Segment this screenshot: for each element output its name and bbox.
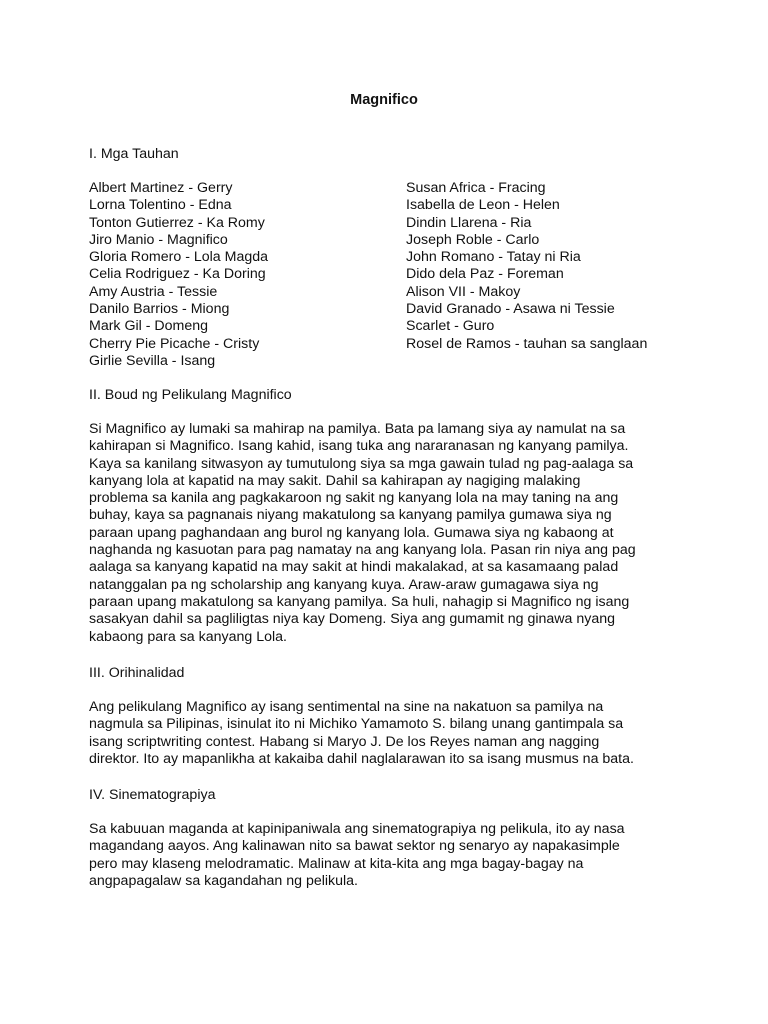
cast-entry: Dido dela Paz - Foreman [406, 266, 564, 283]
paragraph-line: nagmula sa Pilipinas, isinulat ito ni Michiko Yamamoto S. bilang unang gantimpala sa [89, 716, 624, 733]
paragraph-line: angpapagalaw sa kagandahan ng pelikula. [89, 872, 358, 889]
paragraph-line: paraan upang paghandaan ang burol ng kanyang lola. Gumawa siya ng kabaong at [89, 524, 614, 541]
paragraph-line: isang scriptwriting contest. Habang si Maryo J. De los Reyes naman ang nagging [89, 733, 600, 750]
paragraph-line: Si Magnifico ay lumaki sa mahirap na pamilya. Bata pa lamang siya ay namulat na sa [89, 421, 626, 437]
cast-entry: Jiro Manio - Magnifico [89, 231, 228, 248]
section-heading-orihinalidad: III. Orihinalidad [89, 665, 185, 681]
cast-entry: Rosel de Ramos - tauhan sa sanglaan [406, 335, 648, 352]
paragraph-line: magandang aayos. Ang kalinawan nito sa bawat sektor ng senaryo ay napakasimple [89, 838, 620, 855]
paragraph-line: aalaga sa kanyang kapatid na may sakit at hindi makalakad, at sa kasamaang palad [89, 559, 619, 576]
cast-entry: Lorna Tolentino - Edna [89, 197, 232, 214]
paragraph-line: natanggalan pa ng scholarship ang kanyang kuya. Araw-araw gumagawa siya ng [89, 576, 599, 593]
cast-entry: Gloria Romero - Lola Magda [89, 249, 268, 266]
paragraph-orihinalidad [89, 699, 689, 768]
cast-list-right [406, 180, 647, 353]
paragraph-line: Ang pelikulang Magnifico ay isang sentimental na sine na nakatuon sa pamilya na [89, 699, 604, 715]
section-heading-tauhan: I. Mga Tauhan [89, 146, 179, 162]
paragraph-line: kanyang lola at kapatid na may sakit. Dahil sa kahirapan ay nagiging malaking [89, 472, 581, 489]
paragraph-line: naghanda ng kasuotan para pag namatay na ang kanyang lola. Pasan rin niya ang pag [89, 542, 636, 559]
cast-entry: Isabella de Leon - Helen [406, 197, 560, 214]
cast-entry: Celia Rodriguez - Ka Doring [89, 266, 266, 283]
cast-entry: Alison VII - Makoy [406, 283, 521, 300]
paragraph-boud [89, 421, 689, 646]
cast-entry: Susan Africa - Fracing [406, 180, 546, 196]
paragraph-line: Sa kabuuan maganda at kapinipaniwala ang sinematograpiya ng pelikula, ito ay nasa [89, 821, 625, 837]
cast-entry: Girlie Sevilla - Isang [89, 352, 216, 369]
cast-entry: Mark Gil - Domeng [89, 318, 209, 335]
paragraph-line: Kaya sa kanilang sitwasyon ay tumutulong siya sa mga gawain tulad ng pag-aalaga sa [89, 455, 634, 472]
cast-entry: Cherry Pie Picache - Cristy [89, 335, 260, 352]
paragraph-sinematograpiya [89, 821, 689, 890]
section-heading-boud: II. Boud ng Pelikulang Magnifico [89, 387, 292, 403]
paragraph-line: direktor. Ito ay mapanlikha at kakaiba dahil naglalarawan ito sa isang musmus na bata. [89, 750, 634, 767]
cast-entry: Scarlet - Guro [406, 318, 495, 335]
cast-entry: Dindin Llarena - Ria [406, 214, 532, 231]
cast-entry: Danilo Barrios - Miong [89, 301, 230, 318]
cast-entry: Tonton Gutierrez - Ka Romy [89, 214, 265, 231]
paragraph-line: pero may klaseng melodramatic. Malinaw at kita-kita ang mga bagay-bagay na [89, 855, 584, 872]
section-heading-sinematograpiya: IV. Sinematograpiya [89, 787, 216, 803]
paragraph-line: paraan upang makatulong sa kanyang pamilya. Sa huli, nahagip si Magnifico ng isang [89, 593, 630, 610]
document-title: Magnifico [350, 92, 418, 108]
cast-list-left [89, 180, 268, 370]
paragraph-line: buhay, kaya sa pagnanais niyang makatulong sa kanyang pamilya gumawa siya ng [89, 507, 612, 524]
paragraph-line: kabaong para sa kanyang Lola. [89, 628, 287, 645]
cast-entry: Albert Martinez - Gerry [89, 180, 233, 196]
paragraph-line: kahirapan si Magnifico. Isang kahid, isang tuka ang nararanasan ng kanyang pamilya. [89, 438, 629, 455]
paragraph-line: sasakyan dahil sa pagliligtas niya kay Domeng. Siya ang gumamit ng ginawa nyang [89, 611, 616, 628]
cast-entry: David Granado - Asawa ni Tessie [406, 301, 615, 318]
cast-entry: Amy Austria - Tessie [89, 283, 218, 300]
cast-entry: John Romano - Tatay ni Ria [406, 249, 581, 266]
cast-entry: Joseph Roble - Carlo [406, 231, 540, 248]
paragraph-line: problema sa kanila ang pagkakaroon ng sakit ng kanyang lola na may taning na ang [89, 490, 619, 507]
